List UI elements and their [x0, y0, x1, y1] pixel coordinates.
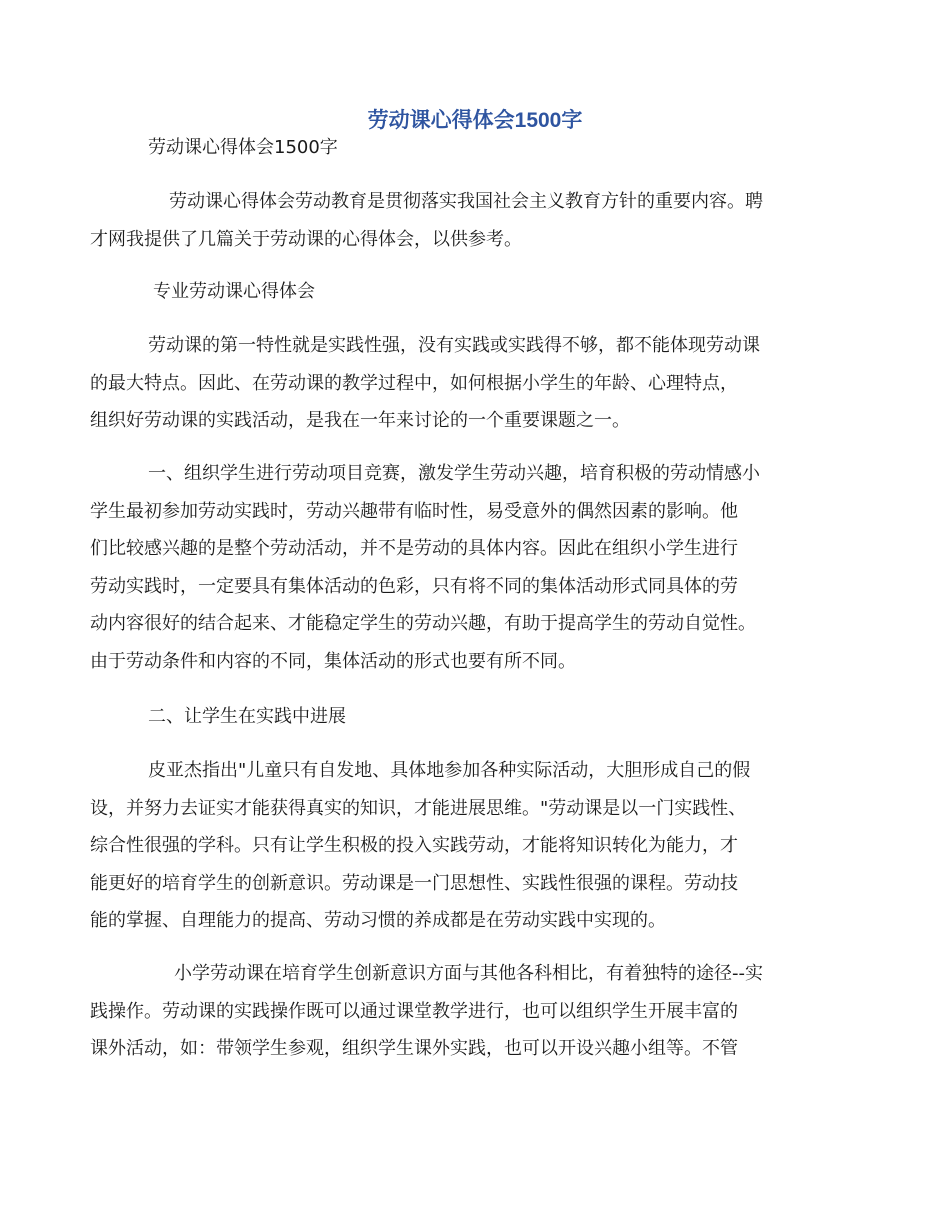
paragraph-line: 学生最初参加劳动实践时，劳动兴趣带有临时性，易受意外的偶然因素的影响。他 [90, 500, 738, 522]
paragraph-line: 组织好劳动课的实践活动，是我在一年来讨论的一个重要课题之一。 [90, 410, 630, 431]
paragraph-1 [90, 327, 862, 440]
paragraph-line: 设，并努力去证实才能获得真实的知识，才能进展思维。"劳动课是以一门实践性、 [90, 797, 747, 819]
paragraph-3 [90, 752, 862, 940]
paragraph-4 [90, 955, 862, 1068]
paragraph-line: 能更好的培育学生的创新意识。劳动课是一门思想性、实践性很强的课程。劳动技 [90, 872, 738, 894]
document-title: 劳动课心得体会1500字 [367, 109, 583, 132]
paragraph-line: 践操作。劳动课的实践操作既可以通过课堂教学进行，也可以组织学生开展丰富的 [90, 1000, 738, 1022]
section-heading: 专业劳动课心得体会 [153, 281, 315, 302]
paragraph-line: 由于劳动条件和内容的不同，集体活动的形式也要有所不同。 [90, 650, 576, 672]
section-heading-2: 二、让学生在实践中进展 [148, 706, 346, 727]
paragraph-line: 的最大特点。因此、在劳动课的教学过程中，如何根据小学生的年龄、心理特点， [90, 372, 738, 394]
paragraph-line: 动内容很好的结合起来、才能稳定学生的劳动兴趣，有助于提高学生的劳动自觉性。 [90, 613, 756, 634]
paragraph-line: 劳动实践时，一定要具有集体活动的色彩，只有将不同的集体活动形式同具体的劳 [90, 575, 738, 597]
paragraph-line: 一、组织学生进行劳动项目竞赛，激发学生劳动兴趣，培育积极的劳动情感小 [148, 463, 760, 484]
paragraph-line: 们比较感兴趣的是整个劳动活动，并不是劳动的具体内容。因此在组织小学生进行 [90, 538, 738, 559]
paragraph-line: 能的掌握、自理能力的提高、劳动习惯的养成都是在劳动实践中实现的。 [90, 910, 666, 931]
paragraph-line: 小学劳动课在培育学生创新意识方面与其他各科相比，有着独特的途径--实 [174, 963, 763, 984]
paragraph-line: 综合性很强的学科。只有让学生积极的投入实践劳动，才能将知识转化为能力，才 [90, 835, 738, 856]
paragraph-line: 课外活动，如：带领学生参观，组织学生课外实践，也可以开设兴趣小组等。不管 [90, 1038, 738, 1059]
paragraph-line: 才网我提供了几篇关于劳动课的心得体会，以供参考。 [90, 228, 522, 250]
paragraph-line: 劳动课的第一特性就是实践性强，没有实践或实践得不够，都不能体现劳动课 [148, 335, 760, 356]
paragraph-line: 劳动课心得体会劳动教育是贯彻落实我国社会主义教育方针的重要内容。聘 [169, 191, 763, 212]
paragraph-line: 皮亚杰指出"儿童只有自发地、具体地参加各种实际活动，大胆形成自己的假 [148, 760, 751, 781]
document-subtitle: 劳动课心得体会1500字 [148, 137, 338, 158]
paragraph-2 [90, 455, 862, 680]
intro-paragraph [90, 183, 862, 258]
